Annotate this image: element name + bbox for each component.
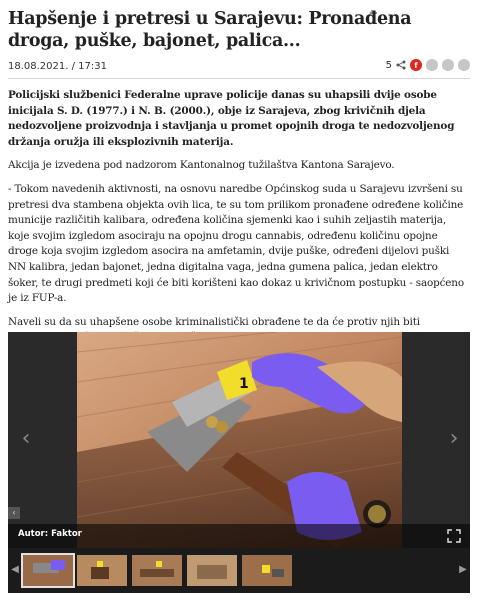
fullscreen-icon[interactable]	[446, 528, 462, 544]
article-meta	[8, 57, 470, 79]
thumbnail-strip	[8, 552, 470, 590]
viber-icon[interactable]	[442, 59, 454, 71]
thumbnail-item[interactable]	[242, 555, 292, 586]
facebook-icon[interactable]: f	[410, 59, 422, 71]
share-bar	[386, 59, 470, 71]
gallery-main-view	[8, 332, 470, 548]
paragraph-3: Naveli su da su uhapšene osobe kriminalistički obrađene te da će protiv njih biti	[8, 315, 420, 328]
article-title: Hapšenje i pretresi u Sarajevu: Pronađena droga, puške, bajonet, palica...	[8, 9, 412, 51]
thumbnail-next-arrow[interactable]: ▶	[459, 564, 467, 575]
photo-caption: Autor: Faktor	[18, 529, 82, 539]
thumbnail-prev-arrow[interactable]: ◀	[11, 564, 19, 575]
paragraph-1: Akcija je izvedena pod nadzorom Kantonalnog tužilaštva Kantona Sarajevo.	[8, 159, 395, 172]
caption-toggle-button[interactable]: ‹	[8, 507, 20, 519]
share-count: 5	[385, 59, 392, 71]
share-icon[interactable]	[396, 60, 406, 70]
caption-bar	[8, 524, 470, 548]
twitter-icon[interactable]	[426, 59, 438, 71]
thumbnail-item[interactable]	[23, 555, 73, 586]
publish-date: 18.08.2021. / 17:31	[8, 61, 107, 72]
evidence-marker: 1	[239, 376, 249, 392]
paragraph-2: - Tokom navedenih aktivnosti, na osnovu naredbe Općinskog suda u Sarajevu izvršeni su pretresi dva stambena objekta ovih lica, te su tom prilikom pronađene određene količine municije različitih kalibara, određena količina sjemenki kao i suhih zeljastih materija, koje svojim izgledom asociraju na opojnu drogu cannabis, određenu količinu opojne droge koja svojim izgledom asocira na amfetamin, dvije puške, određeni dijelovi puški NN kalibra, jedan bajonet, jedna digitalna vaga, jedna gumena palica, jedan elektro šoker, te drugi predmeti koji će biti korišteni kao dokaz u krivičnom postupku - saopćeno je iz FUP-a.	[8, 182, 464, 305]
thumbnail-item[interactable]	[132, 555, 182, 586]
photo-gallery	[8, 332, 470, 593]
lead-paragraph: Policijski službenici Federalne uprave policije danas su uhapsili dvije osobe inicijala S. D. (1977.) i N. B. (2000.), obje iz Sarajeva, zbog krivičnih djela nedozvoljene proizvodnja i stavljanja u promet opojnih droga te nedozvoljenog držanja oružja ili eksplozivnih materija.	[8, 89, 455, 148]
gallery-photo[interactable]	[77, 332, 402, 548]
thumbnail-item[interactable]	[187, 555, 237, 586]
gallery-next-arrow[interactable]: ›	[449, 426, 459, 451]
gallery-prev-arrow[interactable]: ‹	[21, 426, 31, 451]
article-body	[8, 88, 470, 354]
email-icon[interactable]	[458, 59, 470, 71]
thumbnail-item[interactable]	[77, 555, 127, 586]
